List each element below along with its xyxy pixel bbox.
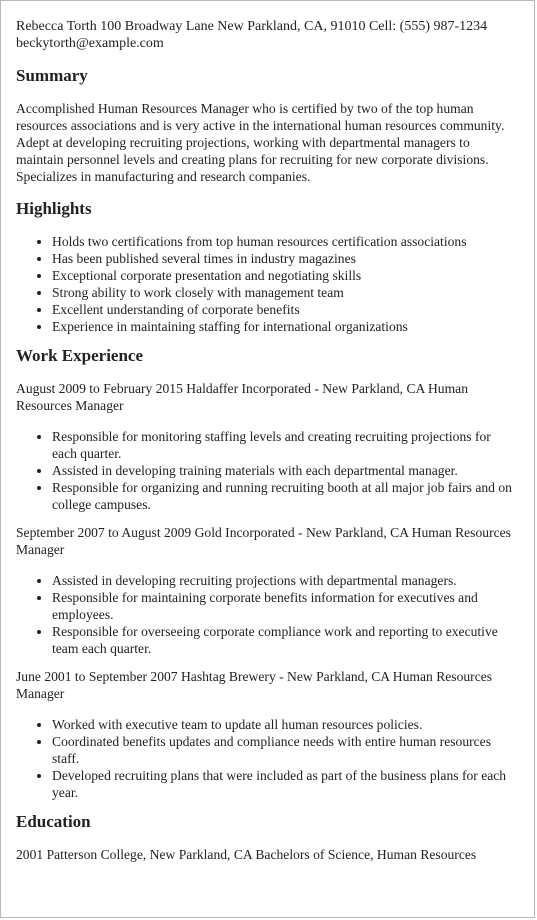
contact-line: Rebecca Torth 100 Broadway Lane New Parkland, CA, 91010 Cell: (555) 987-1234 bbox=[16, 19, 488, 34]
education-text: 2001 Patterson College, New Parkland, CA Bachelors of Science, Human Resources bbox=[16, 847, 477, 862]
job-header: June 2001 to September 2007 Hashtag Brewery - New Parkland, CA Human Resources Manager bbox=[16, 669, 493, 701]
education-heading: Education bbox=[16, 812, 91, 831]
job-entry bbox=[16, 524, 518, 657]
list-item: • Holds two certifications from top human resources certification associations bbox=[52, 233, 518, 250]
list-item: • Strong ability to work closely with management team bbox=[52, 284, 518, 301]
list-item: • Excellent understanding of corporate benefits bbox=[52, 301, 518, 318]
list-item: • Responsible for monitoring staffing levels and creating recruiting projections for each quarter. bbox=[52, 428, 518, 462]
list-item: • Assisted in developing training materials with each departmental manager. bbox=[52, 462, 518, 479]
list-item: • Assisted in developing recruiting projections with departmental managers. bbox=[52, 572, 518, 589]
list-item: • Worked with executive team to update all human resources policies. bbox=[52, 716, 518, 733]
job-bullets bbox=[16, 716, 518, 801]
job-header: August 2009 to February 2015 Haldaffer Incorporated - New Parkland, CA Human Resources Manager bbox=[16, 381, 469, 413]
list-item: • Responsible for organizing and running recruiting booth at all major job fairs and on college campuses. bbox=[52, 479, 518, 513]
job-header: September 2007 to August 2009 Gold Incorporated - New Parkland, CA Human Resources Manager bbox=[16, 525, 511, 557]
job-bullets bbox=[16, 428, 518, 513]
list-item: • Experience in maintaining staffing for international organizations bbox=[52, 318, 518, 335]
work-experience-heading: Work Experience bbox=[16, 346, 144, 365]
highlights-section bbox=[16, 199, 518, 335]
list-item: • Developed recruiting plans that were included as part of the business plans for each year. bbox=[52, 767, 518, 801]
list-item: • Coordinated benefits updates and compliance needs with entire human resources staff. bbox=[52, 733, 518, 767]
contact-block bbox=[16, 18, 518, 52]
highlights-heading: Highlights bbox=[16, 199, 92, 218]
highlights-list bbox=[16, 233, 518, 335]
list-item: • Responsible for maintaining corporate benefits information for executives and employees. bbox=[52, 589, 518, 623]
job-entry bbox=[16, 668, 518, 801]
summary-text: Accomplished Human Resources Manager who is certified by two of the top human resources associations and is very active in the international human resources community. Adept at developing recruiting projections, working with departmental managers to maintain personnel levels and creating plans for recruiting for new corporate divisions. Specializes in manufacturing and research companies. bbox=[16, 101, 505, 184]
job-bullets bbox=[16, 572, 518, 657]
work-experience-section bbox=[16, 346, 518, 801]
summary-heading: Summary bbox=[16, 66, 88, 85]
list-item: • Exceptional corporate presentation and negotiating skills bbox=[52, 267, 518, 284]
list-item: • Responsible for overseeing corporate compliance work and reporting to executive team each quarter. bbox=[52, 623, 518, 657]
summary-section bbox=[16, 66, 518, 185]
list-item: • Has been published several times in industry magazines bbox=[52, 250, 518, 267]
education-section bbox=[16, 812, 518, 863]
contact-email: beckytorth@example.com bbox=[16, 36, 164, 51]
job-entry bbox=[16, 380, 518, 513]
